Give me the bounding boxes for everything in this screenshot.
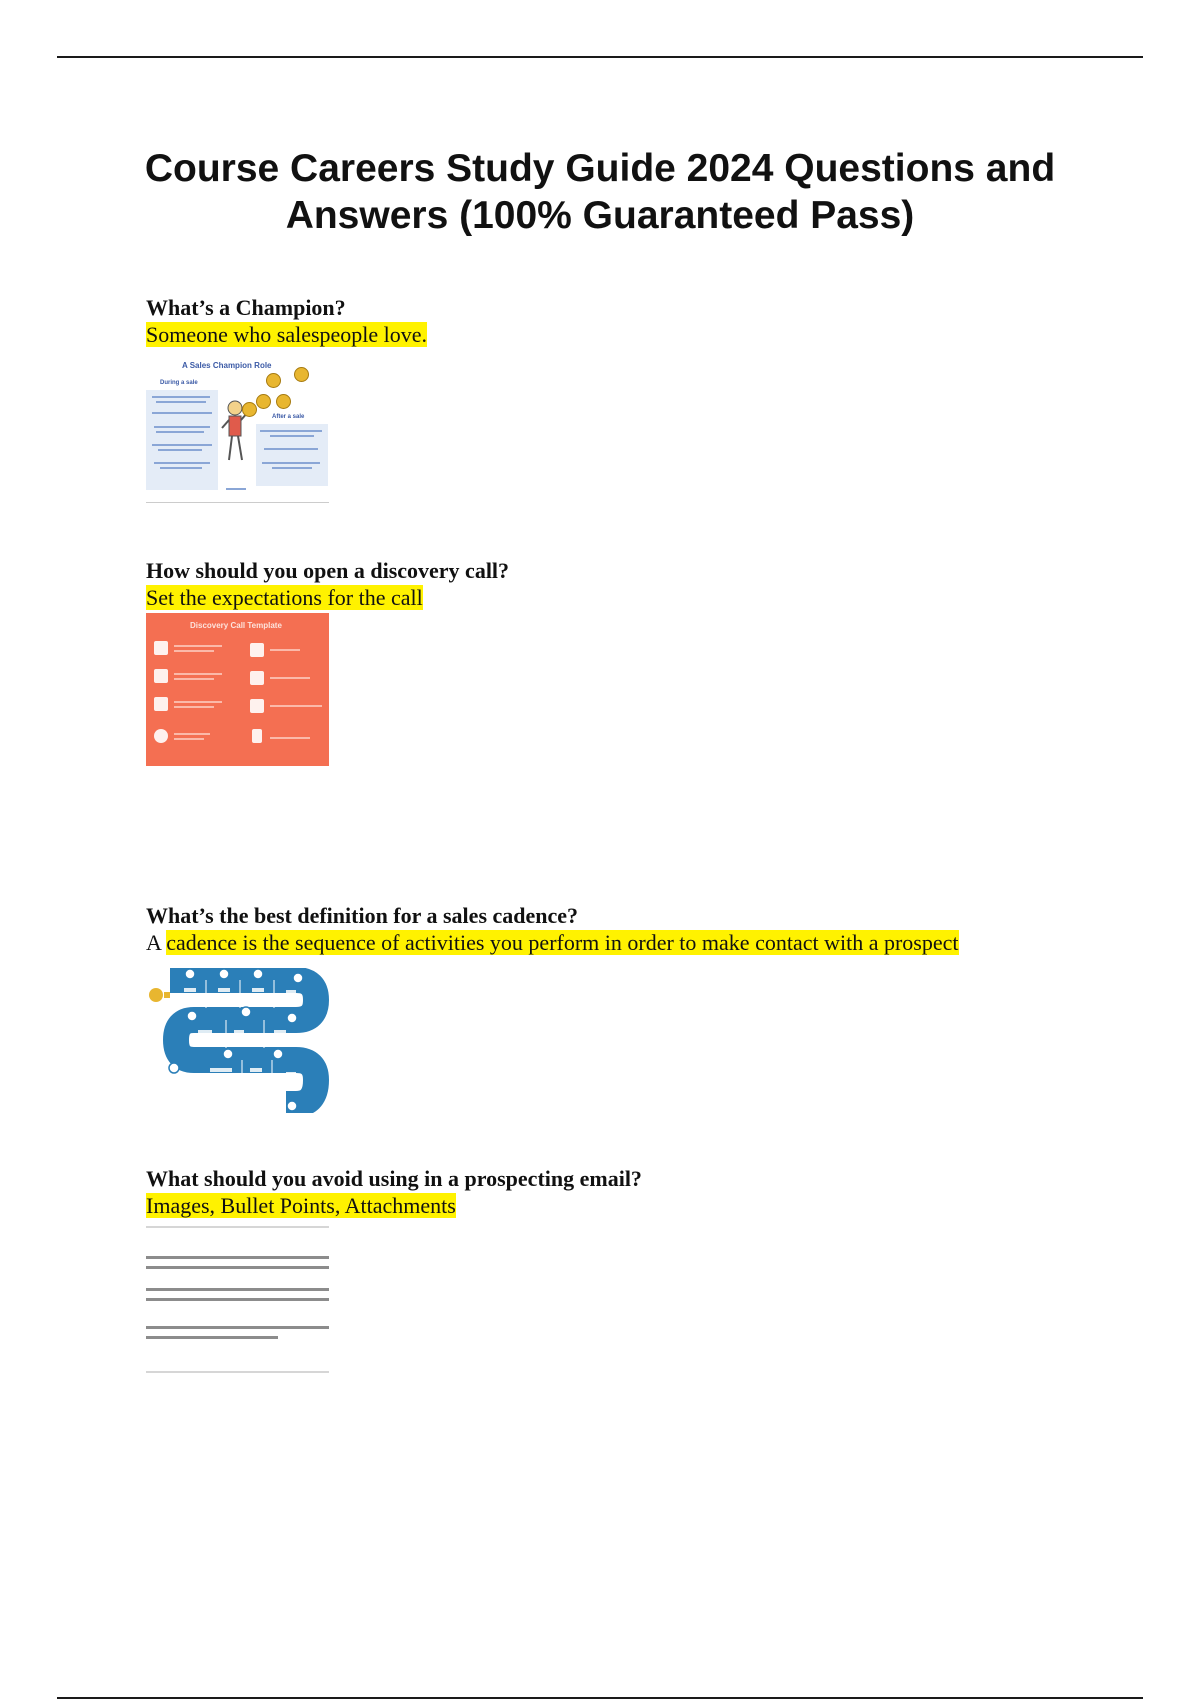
email-example-figure [146, 1226, 329, 1374]
document-icon [252, 729, 262, 743]
coin-icon [266, 373, 281, 388]
discovery-call-figure [146, 613, 329, 766]
question-text: What should you avoid using in a prospecting email? [146, 1166, 642, 1191]
answer-text [146, 584, 1106, 611]
sales-cadence-figure [146, 968, 329, 1113]
target-icon [154, 729, 168, 743]
question-text: How should you open a discovery call? [146, 558, 510, 583]
top-rule [57, 56, 1143, 58]
answer-text [146, 1192, 1106, 1219]
sales-champion-figure [146, 358, 329, 506]
answer-highlight: Set the expectations for the call [146, 585, 423, 610]
money-icon [250, 671, 264, 685]
figure-subheading: After a sale [272, 414, 305, 420]
cadence-path-diagram [146, 968, 329, 1113]
answer-highlight: cadence is the sequence of activities you perform in order to make contact with a prospect [166, 930, 959, 955]
laptop-icon [154, 641, 168, 655]
answer-highlight: Images, Bullet Points, Attachments [146, 1193, 456, 1218]
laptop-icon [154, 669, 168, 683]
coin-icon [276, 394, 291, 409]
handshake-icon [154, 697, 168, 711]
after-sale-panel [256, 424, 328, 486]
bottom-rule [57, 1697, 1143, 1699]
qa-item-3 [146, 902, 1106, 956]
coin-icon [242, 402, 257, 417]
answer-text [146, 321, 1106, 348]
figure-baseline [146, 502, 329, 503]
puzzle-icon [250, 643, 264, 657]
book-icon [250, 699, 264, 713]
coin-icon [256, 394, 271, 409]
figure-divider [146, 1371, 329, 1373]
answer-plain: A [146, 930, 167, 955]
question-text: What’s a Champion? [146, 295, 346, 320]
qa-item-2 [146, 557, 1106, 611]
figure-divider [146, 1226, 329, 1228]
answer-highlight: Someone who salespeople love. [146, 322, 428, 347]
qa-item-1 [146, 294, 1106, 348]
figure-title: Discovery Call Template [190, 621, 282, 630]
figure-subheading: During a sale [160, 380, 198, 386]
qa-item-4 [146, 1165, 1106, 1219]
during-sale-panel [146, 390, 218, 490]
figure-title: A Sales Champion Role [182, 361, 272, 370]
answer-text [146, 929, 1106, 956]
question-text: What’s the best definition for a sales cadence? [146, 903, 579, 928]
coin-icon [294, 367, 309, 382]
document-title: Course Careers Study Guide 2024 Questions and Answers (100% Guaranteed Pass) [144, 147, 1056, 237]
